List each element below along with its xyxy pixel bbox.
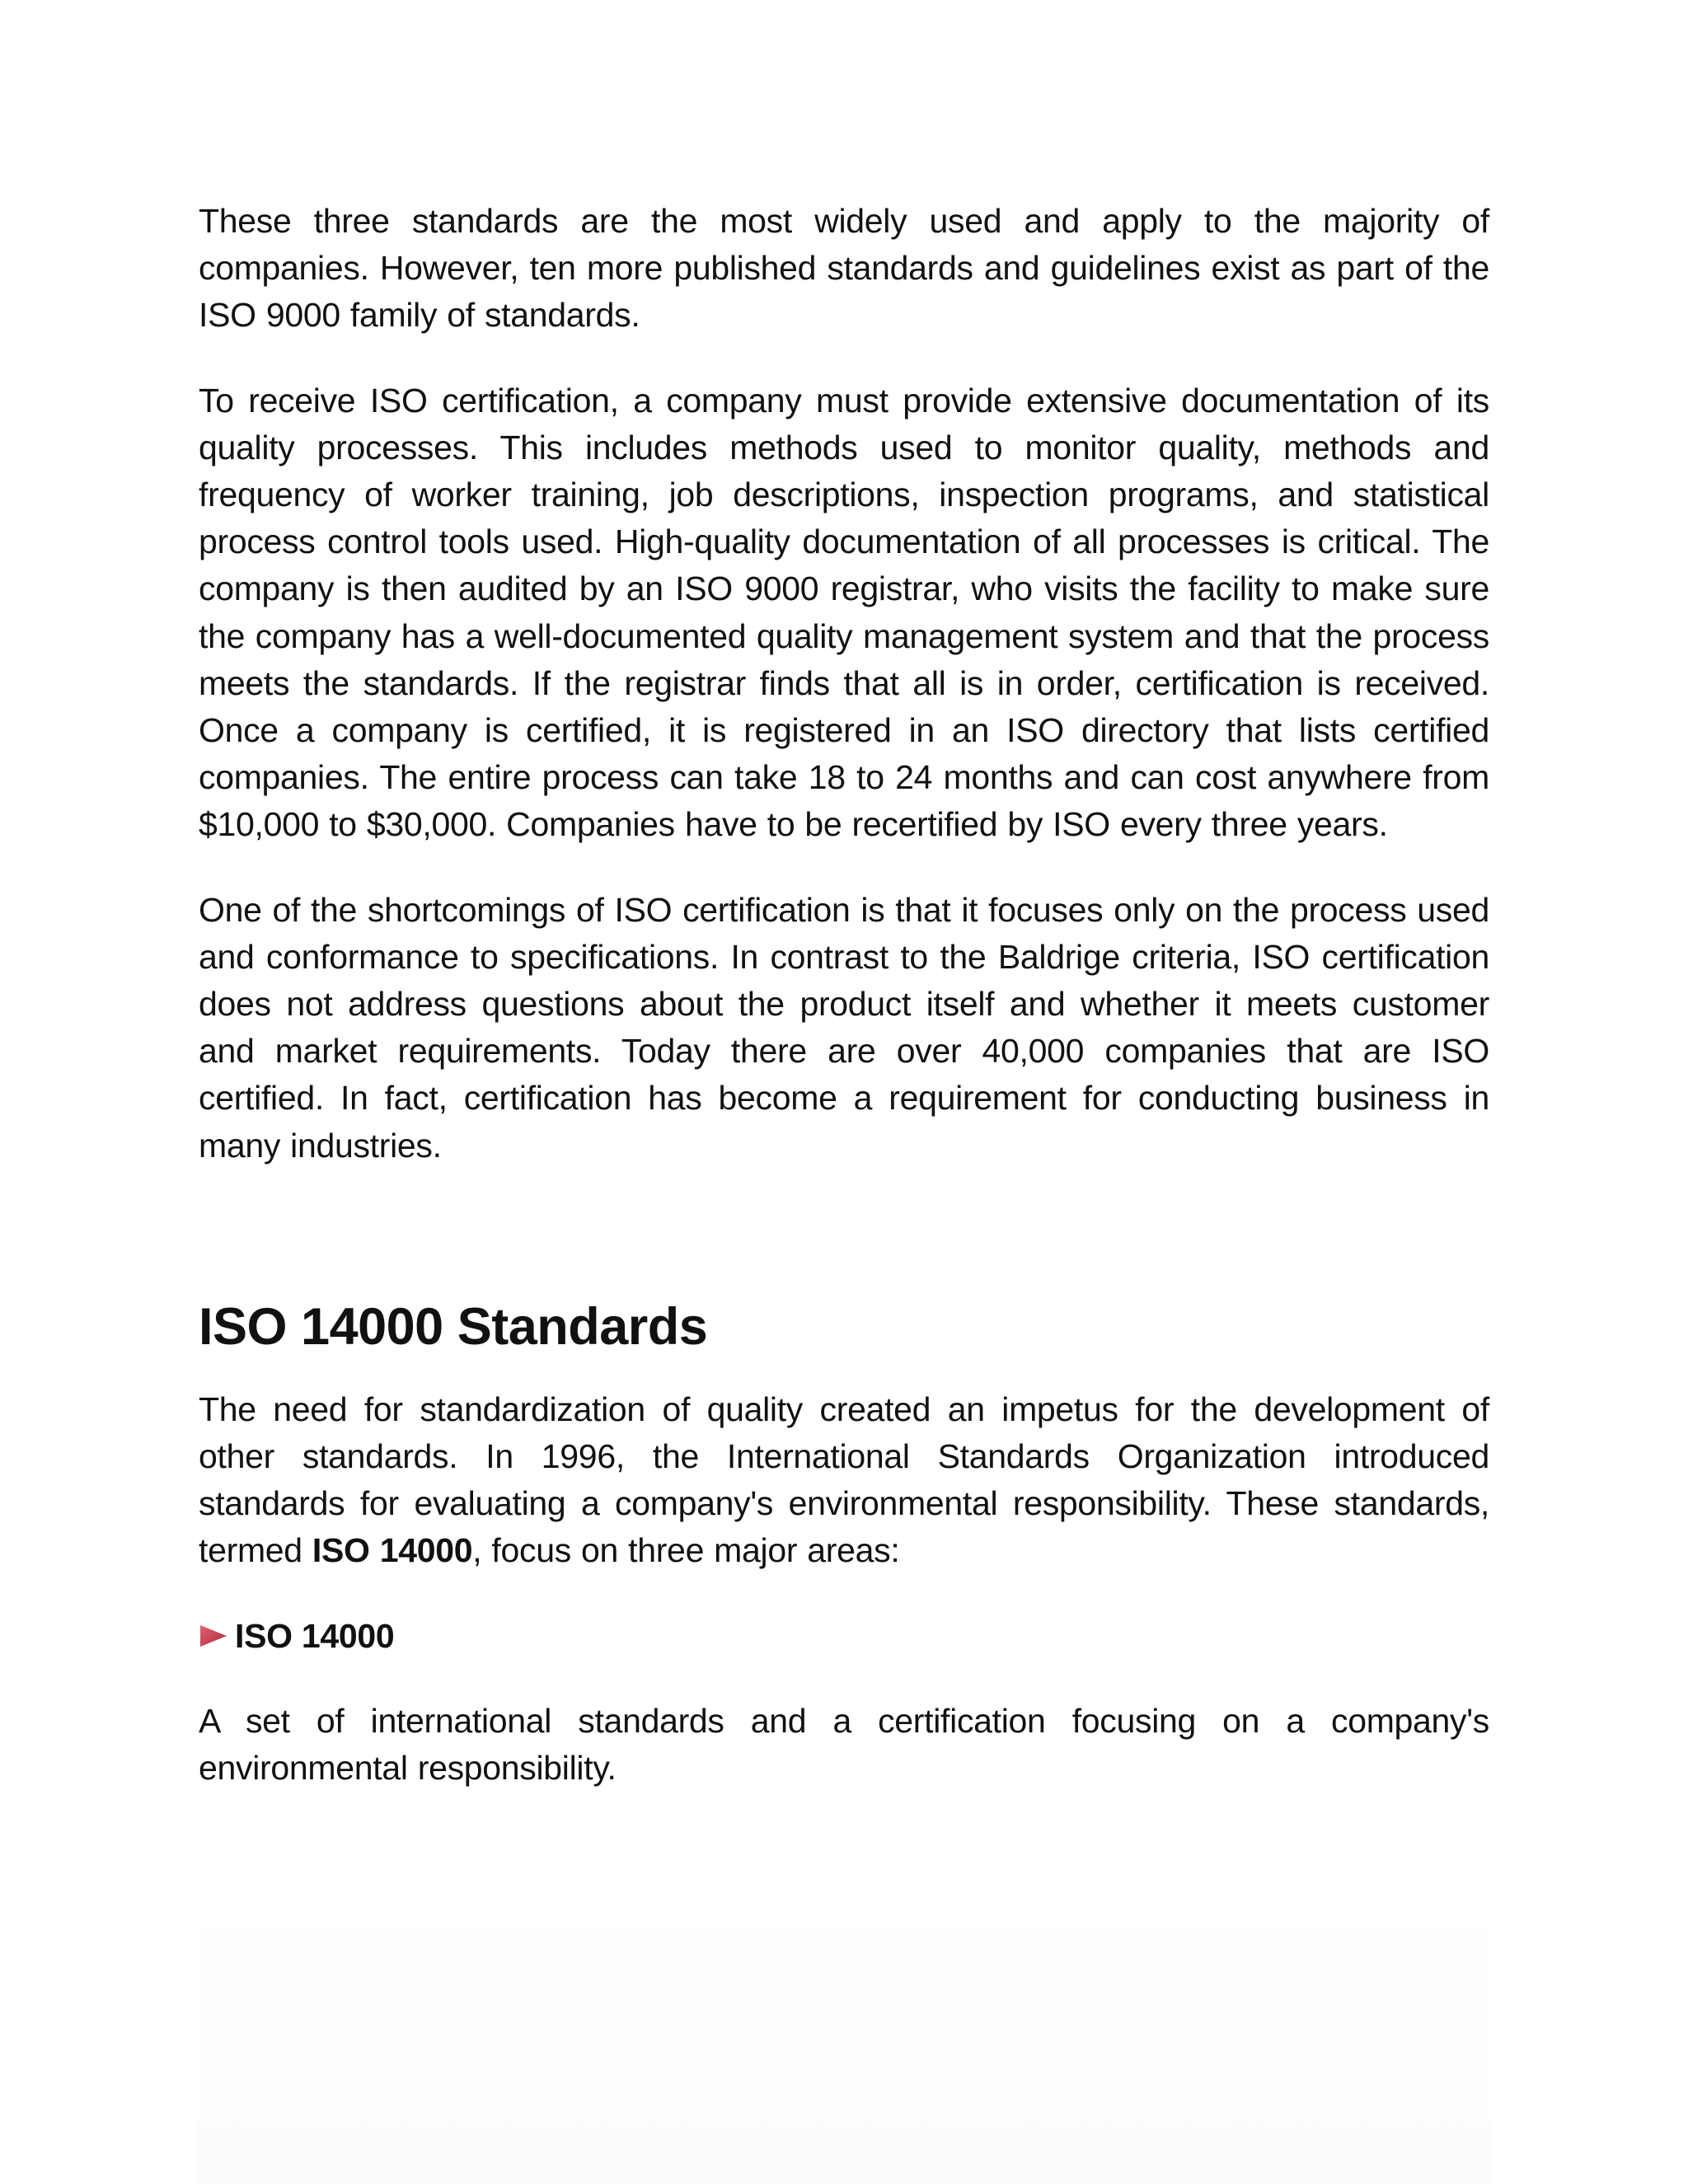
paragraph-iso-shortcomings: One of the shortcomings of ISO certification is that it focuses only on the process used and conformance to specifications. In contrast to the Baldrige criteria, ISO certification does not address questions about the product itself and whether it meets customer and market requirements. Today there are over 40,000 companies that are ISO certified. In fact, certification has become a requirement for conducting business in many industries. bbox=[199, 890, 1489, 1165]
page-shading bbox=[198, 1887, 1490, 2184]
glossary-term-row bbox=[199, 1613, 1489, 1660]
paragraph-iso9000-family: These three standards are the most widely used and apply to the majority of companies. However, ten more published standards and guidelines exist as part of the ISO 9000 family of standards. bbox=[199, 202, 1489, 335]
play-arrow-icon bbox=[199, 1624, 228, 1648]
paragraph-iso-certification: To receive ISO certification, a company must provide extensive documentation of its quality processes. This includes methods used to monitor quality, methods and frequency of worker training, job descriptions, inspection programs, and statistical process control tools used. High-quality documentation of all processes is critical. The company is then audited by an ISO 9000 registrar, who visits the facility to make sure the company has a well-documented quality management system and that the process meets the standards. If the registrar finds that all is in order, certification is received. Once a company is certified, it is registered in an ISO directory that lists certified companies. The entire process can take 18 to 24 months and can cost anywhere from $10,000 to $30,000. Companies have to be recertified by ISO every three years. bbox=[199, 381, 1489, 844]
paragraph-iso14000-intro bbox=[199, 1386, 1489, 1575]
glossary-term: ISO 14000 bbox=[235, 1616, 395, 1655]
intro-text-end: , focus on three major areas: bbox=[472, 1531, 900, 1570]
glossary-definition: A set of international standards and a certification focusing on a company's environmental responsibility. bbox=[199, 1701, 1489, 1787]
intro-bold-term: ISO 14000 bbox=[312, 1531, 473, 1570]
intro-text-start: The need for standardization of quality created an impetus for the development of other standards. In 1996, the International Standards Organization introduced standards for evaluating a company's environmental responsibility. These standards, termed bbox=[199, 1390, 1489, 1570]
section-heading: ISO 14000 Standards bbox=[199, 1297, 708, 1356]
document-body bbox=[199, 198, 1489, 1792]
